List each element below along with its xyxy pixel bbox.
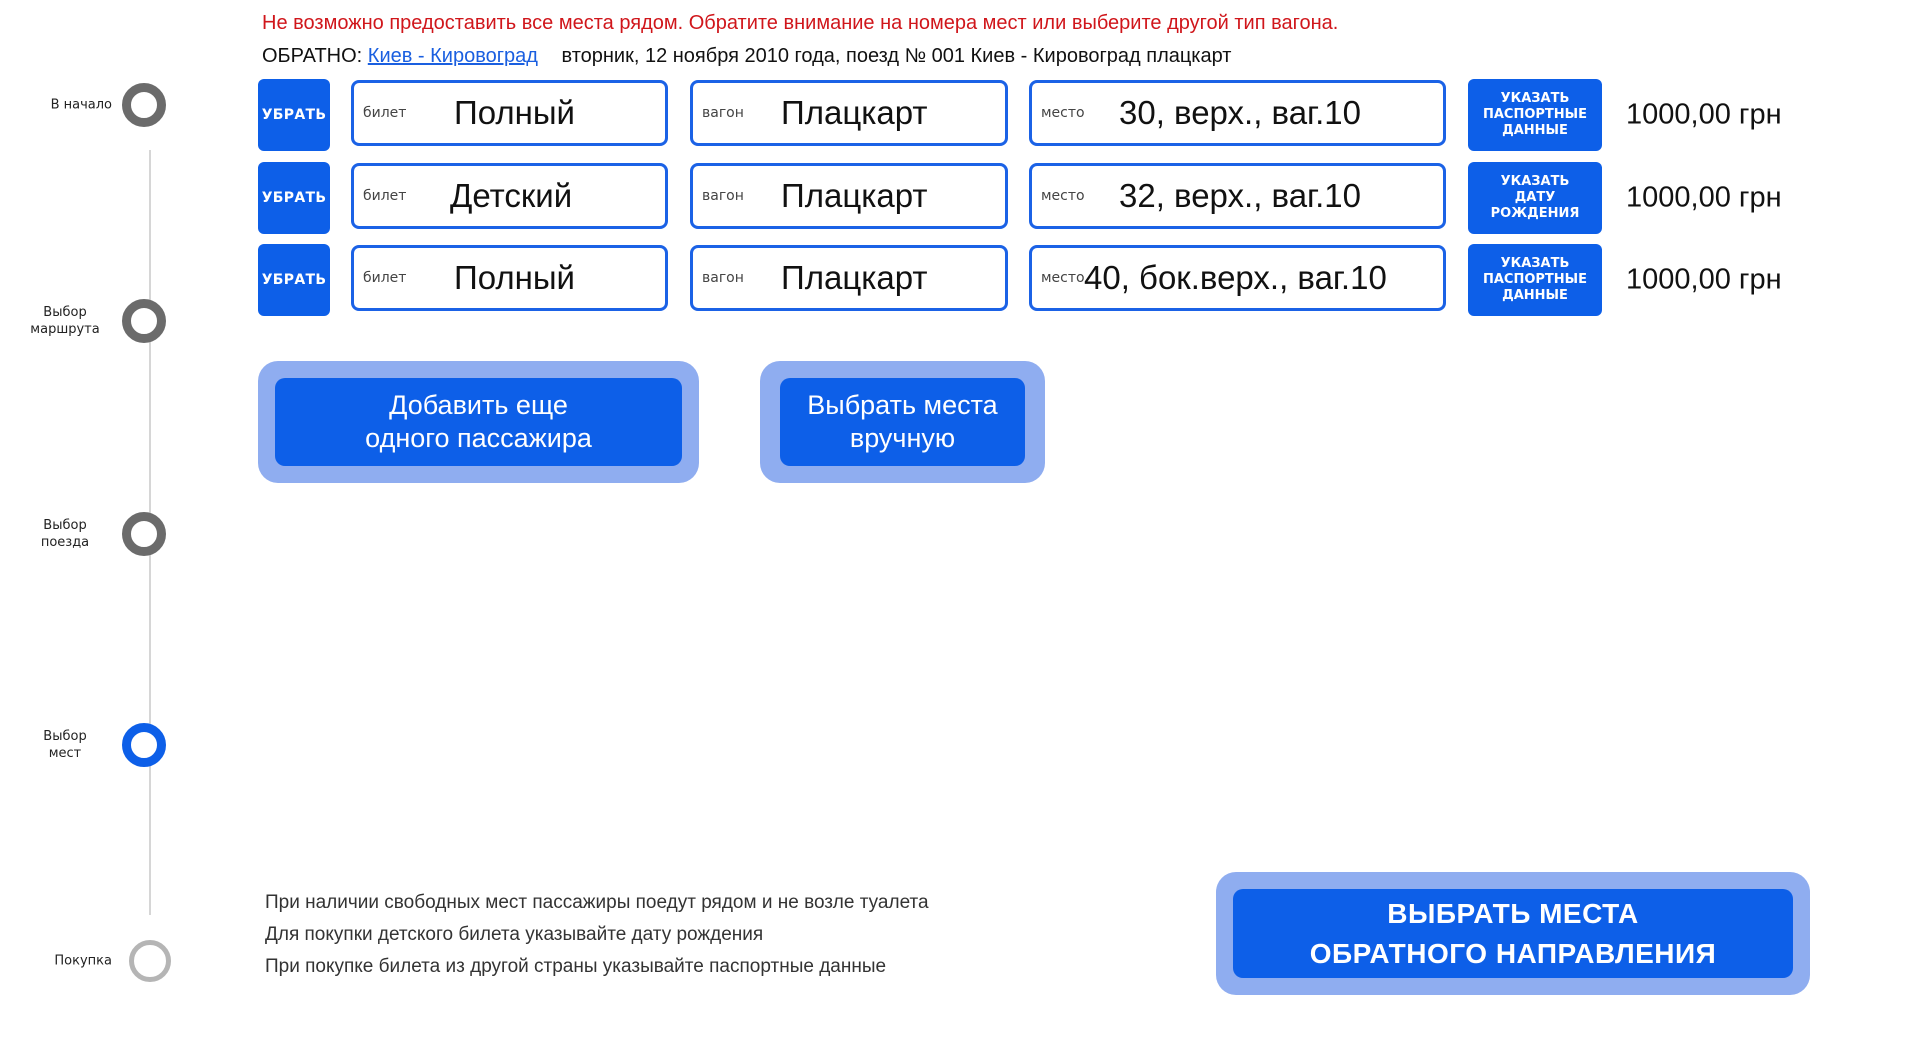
ticket-value: Полный xyxy=(454,94,575,131)
passenger-row xyxy=(258,244,1818,316)
step-future-circle-icon xyxy=(129,940,171,982)
choose-return-seats-label: ВЫБРАТЬ МЕСТА ОБРАТНОГО НАПРАВЛЕНИЯ xyxy=(1233,889,1793,978)
remove-passenger-button[interactable]: УБРАТЬ xyxy=(258,162,330,234)
ticket-price: 1000,00 грн xyxy=(1626,263,1782,296)
info-notes xyxy=(265,887,929,983)
seat-value: 32, верх., ваг.10 xyxy=(1119,177,1361,214)
add-passenger-label: Добавить еще одного пассажира xyxy=(275,378,682,466)
direction-label: ОБРАТНО: xyxy=(262,45,363,67)
seat-warning-message: Не возможно предоставить все места рядом. Обратите внимание на номера мест или выберите другой тип вагона. xyxy=(262,12,1339,34)
remove-passenger-button[interactable]: УБРАТЬ xyxy=(258,79,330,151)
seat-select[interactable] xyxy=(1029,80,1446,146)
note-line: При наличии свободных мест пассажиры поедут рядом и не возле туалета xyxy=(265,892,929,913)
ticket-price: 1000,00 грн xyxy=(1626,98,1782,131)
enter-passport-button[interactable]: УКАЗАТЬ ПАСПОРТНЫЕ ДАННЫЕ xyxy=(1468,244,1602,316)
step-done-circle-icon xyxy=(122,512,166,556)
step-seats[interactable] xyxy=(0,710,200,780)
wagon-value: Плацкарт xyxy=(781,177,928,214)
remove-passenger-button[interactable]: УБРАТЬ xyxy=(258,244,330,316)
passenger-row xyxy=(258,79,1818,151)
step-start[interactable] xyxy=(0,70,200,140)
ticket-type-select[interactable] xyxy=(351,80,668,146)
step-label: Выбор поезда xyxy=(40,518,90,550)
trip-summary xyxy=(262,45,1231,68)
step-route[interactable] xyxy=(0,286,200,356)
step-done-circle-icon xyxy=(122,83,166,127)
step-label: Выбор маршрута xyxy=(30,305,100,337)
passenger-row xyxy=(258,162,1818,234)
step-label: Покупка xyxy=(54,953,112,969)
ticket-type-select[interactable] xyxy=(351,163,668,229)
route-link[interactable]: Киев - Кировоград xyxy=(367,45,538,67)
ticket-type-select[interactable] xyxy=(351,245,668,311)
seat-select[interactable] xyxy=(1029,245,1446,311)
note-line: При покупке билета из другой страны указывайте паспортные данные xyxy=(265,956,887,977)
add-passenger-button[interactable] xyxy=(258,361,699,483)
wagon-value: Плацкарт xyxy=(781,259,928,296)
seat-label: место xyxy=(1041,105,1085,121)
ticket-price: 1000,00 грн xyxy=(1626,181,1782,214)
choose-seats-manually-button[interactable] xyxy=(760,361,1045,483)
choose-return-seats-button[interactable] xyxy=(1216,872,1810,995)
ticket-label: билет xyxy=(363,270,407,286)
enter-passport-button[interactable]: УКАЗАТЬ ПАСПОРТНЫЕ ДАННЫЕ xyxy=(1468,79,1602,151)
wagon-value: Плацкарт xyxy=(781,94,928,131)
ticket-value: Полный xyxy=(454,259,575,296)
seat-select[interactable] xyxy=(1029,163,1446,229)
wagon-type-select[interactable] xyxy=(690,245,1008,311)
step-done-circle-icon xyxy=(122,299,166,343)
step-active-circle-icon xyxy=(122,723,166,767)
wagon-label: вагон xyxy=(702,188,744,204)
wagon-label: вагон xyxy=(702,105,744,121)
note-line: Для покупки детского билета указывайте дату рождения xyxy=(265,924,764,945)
step-label: В начало xyxy=(50,97,112,113)
seat-value: 40, бок.верх., ваг.10 xyxy=(1084,259,1387,296)
step-purchase xyxy=(0,926,200,996)
trip-details: вторник, 12 ноября 2010 года, поезд № 001 Киев - Кировоград плацкарт xyxy=(561,45,1232,67)
seat-value: 30, верх., ваг.10 xyxy=(1119,94,1361,131)
choose-seats-manually-label: Выбрать места вручную xyxy=(780,378,1025,466)
seat-label: место xyxy=(1041,270,1085,286)
enter-birthdate-button[interactable]: УКАЗАТЬ ДАТУ РОЖДЕНИЯ xyxy=(1468,162,1602,234)
ticket-value: Детский xyxy=(450,177,573,214)
wagon-label: вагон xyxy=(702,270,744,286)
wagon-type-select[interactable] xyxy=(690,163,1008,229)
step-train[interactable] xyxy=(0,499,200,569)
seat-label: место xyxy=(1041,188,1085,204)
step-label: Выбор мест xyxy=(43,729,87,761)
ticket-label: билет xyxy=(363,188,407,204)
wagon-type-select[interactable] xyxy=(690,80,1008,146)
ticket-label: билет xyxy=(363,105,407,121)
